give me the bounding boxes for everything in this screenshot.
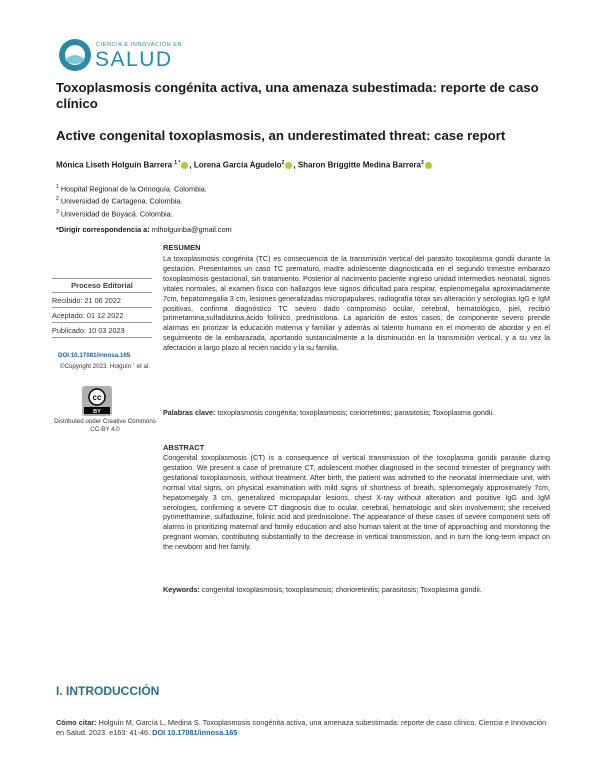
by-label: BY: [93, 409, 101, 415]
cc-label: cc: [92, 393, 102, 402]
proceso-editorial-title: Proceso Editorial: [71, 281, 133, 290]
logo-small-text: CIENCIA E INNOVACIÓN EN: [96, 42, 183, 48]
journal-logo: [58, 36, 188, 76]
correspondence-label: *Dirigir correspondencia a:: [56, 225, 150, 234]
citation-doi-link[interactable]: DOI 10.17081/innosa.165: [152, 728, 238, 737]
author-marks: 3: [420, 160, 424, 166]
divider: [52, 278, 152, 279]
author-marks: 1 *: [174, 160, 181, 166]
resumen-text: La toxoplasmosis congénita (TC) es consecuencia de la transmisión vertical del parasito toxoplasma gondii durante la gestación. Presentamos un caso TC prematuro, madre adolescente diagnosticada en el segundo trimestre embarazo toxoplasmosis gestacional, sin tratamiento. Posterior al nacimiento paciente ingreso unidad intermedios neonatal, signos vitales normales, al examen físico con hallazgos leve signos dificultad para respirar, esplenomegalia aproximadamente 7cm, hepatomegalia 3 cm, lesiones generalizadas micropapulares, radiografía tórax sin alteración y serologías IgG e IgM positivas, confirma diagnóstico TC severo dado compromiso ocular, cerebral, hematológico, piel, recibió pirimetamina,sulfadiazina,ácido folínico, prednisolona. La aparición de estos casos, de componente severo prende alarmas en priorizar la educación materna y familiar y además al talento humano en el momento de abordar y en el seguimiento de la embarazada, aportando sustancialmente a la disminución en la transmisión vertical, y a su vez la afectación a largo plazo al recién nacido y la su familia.: [163, 254, 550, 353]
keywords-label: Keywords:: [163, 585, 200, 594]
affiliation: $^2$ Universidad de Cartagena. Colombia.: [56, 196, 183, 206]
palabras-clave: [163, 408, 550, 418]
title-english: Active congenital toxoplasmosis, an underestimated threat: case report: [56, 128, 506, 143]
author-name: Sharon Briggitte Medina Barrera: [297, 160, 421, 170]
citation-text: Holguín M, García L, Medina S. Toxoplasmosis congénita activa, una amenaza subestimada: reporte de caso clínico. Ciencia e Innovación en Salud. 2023. e163: 41-46.: [56, 718, 547, 737]
divider: [52, 322, 152, 323]
author-name: Lorena García Agudelo: [193, 160, 282, 170]
keywords: [163, 585, 550, 595]
divider: [52, 337, 152, 338]
logo-big-text: SALUD: [95, 48, 173, 71]
logo-circle-icon: [58, 38, 92, 72]
divider: [52, 292, 152, 293]
abstract-heading: ABSTRACT: [163, 443, 205, 452]
author-list: Mónica Liseth Holguín Barrera $^{1 *}$ , Lorena García Agudelo$^2$ , Sharon Briggitte Medina Barrera$^3$: [56, 160, 556, 170]
palabras-clave-text: toxoplasmosis congénita; toxoplasmosis; coriorretinitis; parasitosis; Toxoplasma gondii.: [217, 408, 495, 417]
author-marks: 2: [281, 160, 285, 166]
affiliation: $^3$ Universidad de Boyacá. Colombia.: [56, 208, 173, 219]
correspondence: [56, 225, 232, 234]
abstract-text: Congenital toxoplasmosis (CT) is a consequence of vertical transmission of the toxoplasma gondii parasite during gestation. We present a case of premature CT, adolescent mother diagnosed in the second trimester of pregnancy with gestational toxoplasmosis, without treatment. After birth, the patient was admitted to the neonatal intermediate unit, with normal vital signs, on physical examination with mild signs of shortness of breath, splenomegaly approximately 7cm, hepatomegaly 3 cm, generalized micropapular lesions, chest X-ray without alteration and positive IgG and IgM serologies, confirming a severe CT diagnosis due to ocular, cerebral, hematologic and skin involvement; she received pyrimethamine, sulfadiazine, folinic acid and prednisolone. The appearance of these cases of severe component sets off alarms in prioritizing maternal and family education and also human talent at the time of approaching and monitoring the pregnant woman, contributing substantially to the decrease in vertical transmission, and in turn the long-term impact on the newborn and her family.: [163, 453, 550, 552]
cc-by-license-icon[interactable]: [82, 386, 112, 416]
affiliation: $^1$ Hospital Regional de la Orinoquía. Colombia.: [56, 184, 207, 194]
resumen-heading: RESUMEN: [163, 243, 201, 252]
accepted-date: Aceptado: 01 12 2022: [52, 311, 124, 320]
author-name: Mónica Liseth Holguín Barrera: [56, 160, 173, 170]
copyright: ©Copyright 2023. Holguín ´ et al.: [59, 363, 151, 370]
orcid-icon[interactable]: [285, 162, 292, 169]
keywords-text: congenital toxoplasmosis; toxoplasmosis; chorioretinitis; parasitosis; Toxoplasma gondii.: [201, 585, 482, 594]
published-date: Publicado: 10 03 2023: [52, 326, 125, 335]
license-text: Distributed under Creative Commons CC-BY 4.0: [54, 418, 156, 433]
affiliations: [56, 182, 207, 219]
section-heading-introduccion: I. INTRODUCCIÓN: [56, 684, 160, 698]
doi-link[interactable]: DOI 10.17081/innosa.165: [58, 352, 131, 359]
citation: [56, 718, 556, 738]
divider: [52, 307, 152, 308]
title-spanish: Toxoplasmosis congénita activa, una amenaza subestimada: reporte de caso clínico: [56, 80, 539, 111]
received-date: Recibido: 21 06 2022: [52, 296, 121, 305]
palabras-clave-label: Palabras clave:: [163, 408, 216, 417]
orcid-icon[interactable]: [181, 162, 188, 169]
citation-label: Cómo citar:: [56, 718, 97, 727]
orcid-icon[interactable]: [425, 162, 432, 169]
correspondence-email[interactable]: mlholguinba@gmail.com: [151, 225, 232, 234]
